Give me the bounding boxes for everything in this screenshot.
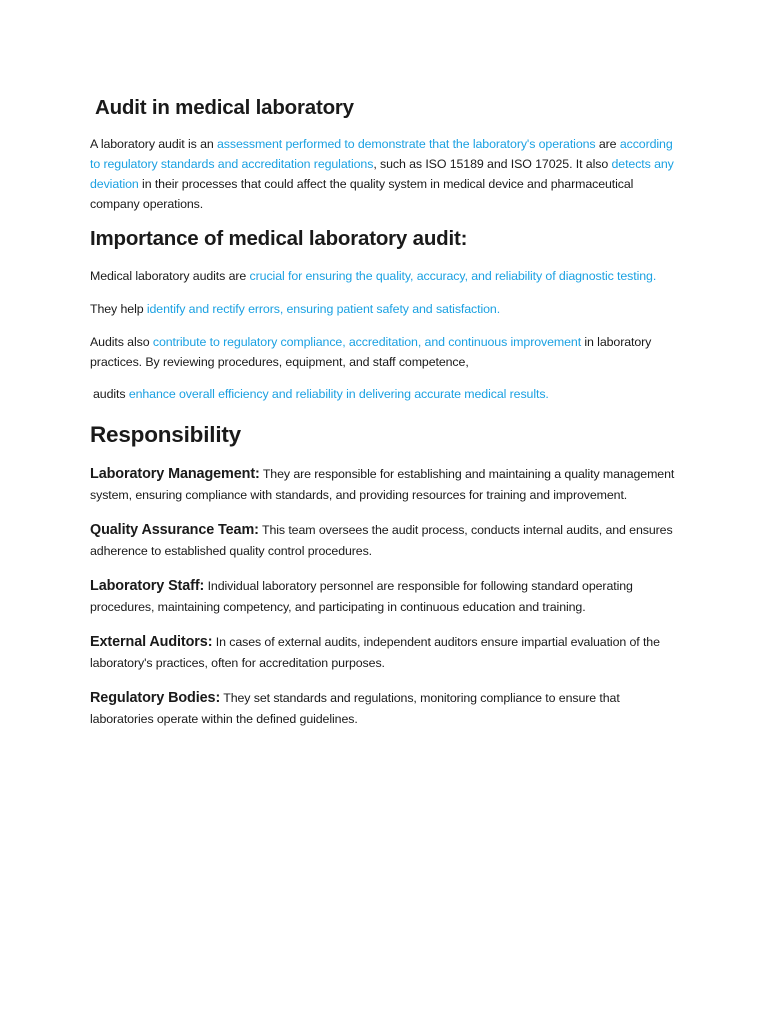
responsibility-item [90,576,680,618]
responsibility-lead: Laboratory Management: [90,466,260,482]
responsibility-item [90,520,680,562]
importance-heading: Importance of medical laboratory audit: [90,227,468,250]
importance-paragraph-4 [90,384,680,404]
importance-paragraph-1 [90,266,680,286]
responsibility-lead: Laboratory Staff: [90,578,205,594]
responsibility-lead: Regulatory Bodies: [90,690,221,706]
responsibility-text: They are responsible for establishing and maintaining a quality management system, ensuring compliance with standards, and providing resources for training and improvement. [90,467,675,502]
intro-text-2: are [595,137,620,151]
intro-text-1: A laboratory audit is an [90,137,217,151]
importance-paragraph-2 [90,299,680,319]
responsibility-heading: Responsibility [90,422,241,447]
responsibility-item [90,632,680,674]
intro-text-4: in their processes that could affect the quality system in medical device and pharmaceutical company operations. [90,177,634,211]
importance-p3-text-2: in laboratory practices. By reviewing procedures, equipment, and staff competence, [90,335,652,369]
importance-p4-highlight: enhance overall efficiency and reliability in delivering accurate medical results. [128,387,549,401]
intro-highlight-2: according to regulatory standards and accreditation regulations [90,137,673,171]
importance-p2-highlight: identify and rectify errors, ensuring patient safety and satisfaction. [146,302,501,316]
responsibility-item [90,464,680,506]
responsibility-text: They set standards and regulations, monitoring compliance to ensure that laboratories operate within the defined guidelines. [90,691,620,726]
importance-p4-text: audits [93,387,129,401]
responsibility-item [90,688,680,730]
importance-p1-text: Medical laboratory audits are [90,269,250,283]
intro-highlight-1: assessment performed to demonstrate that the laboratory's operations [217,137,596,151]
importance-p1-highlight: crucial for ensuring the quality, accuracy, and reliability of diagnostic testing. [249,269,657,283]
importance-paragraph-3 [90,332,680,372]
intro-highlight-3: detects any deviation [90,157,674,191]
responsibility-text: Individual laboratory personnel are responsible for following standard operating procedures, maintaining competency, and participating in continuous education and training. [90,579,633,614]
responsibility-lead: Quality Assurance Team: [90,522,259,538]
importance-p3-highlight: contribute to regulatory compliance, accreditation, and continuous improvement [152,335,582,349]
responsibility-lead: External Auditors: [90,634,213,650]
importance-p3-text: Audits also [90,335,153,349]
page-title: Audit in medical laboratory [95,96,354,119]
intro-paragraph [90,134,680,214]
responsibility-text: In cases of external audits, independent auditors ensure impartial evaluation of the laboratory's practices, often for accreditation purposes. [90,635,660,670]
importance-p2-text: They help [90,302,147,316]
intro-text-3: , such as ISO 15189 and ISO 17025. It also [373,157,612,171]
document-page [90,94,680,730]
responsibility-text: This team oversees the audit process, conducts internal audits, and ensures adherence to established quality control procedures. [90,523,673,558]
